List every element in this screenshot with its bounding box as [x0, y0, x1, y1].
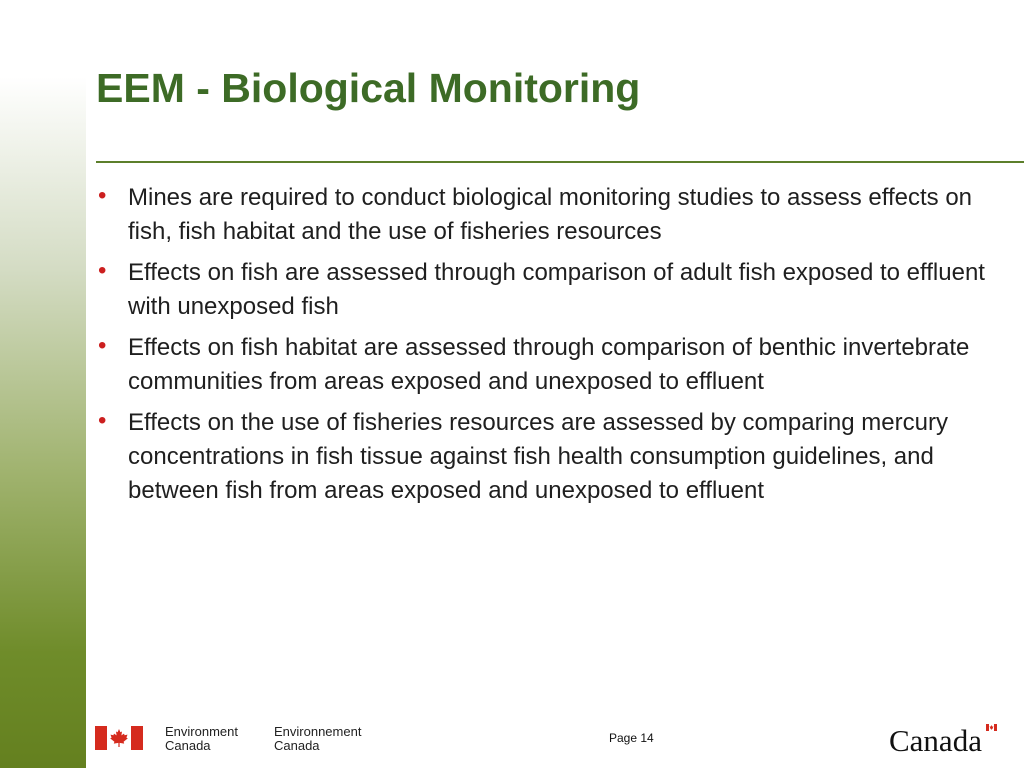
canada-wordmark-logo	[888, 721, 1000, 757]
bullet-item	[96, 331, 996, 399]
bullet-text: Effects on fish habitat are assessed through comparison of benthic invertebrate communities from areas exposed and unexposed to effluent	[128, 334, 970, 395]
bullet-item	[96, 406, 996, 508]
bullet-text: Mines are required to conduct biological monitoring studies to assess effects on fish, fish habitat and the use of fisheries resources	[128, 184, 973, 245]
title-divider	[96, 161, 1024, 163]
bullet-list	[96, 181, 996, 515]
dept-en-line1: Environment	[165, 724, 238, 739]
dept-fr-line1: Environnement	[274, 724, 362, 739]
canada-flag-icon	[95, 726, 143, 750]
flag-red-bar-left	[95, 726, 107, 750]
bullet-item	[96, 256, 996, 324]
bullet-text: Effects on the use of fisheries resources are assessed by comparing mercury concentrations in fish tissue against fish health consumption guidelines, and between fish from areas exposed and unexposed to effluent	[128, 409, 948, 504]
dept-en-line2: Canada	[165, 738, 211, 753]
dept-fr-line2: Canada	[274, 738, 320, 753]
bullet-marker: •	[98, 257, 107, 284]
slide-title: EEM - Biological Monitoring	[96, 65, 641, 111]
svg-text:Canada: Canada	[889, 723, 982, 757]
department-name-french	[274, 725, 361, 753]
department-name-english	[165, 725, 238, 753]
bullet-marker: •	[98, 332, 107, 359]
flag-red-bar-right	[131, 726, 143, 750]
flag-white-center	[107, 726, 131, 750]
bullet-item	[96, 181, 996, 249]
bullet-text: Effects on fish are assessed through comparison of adult fish exposed to effluent with unexposed fish	[128, 259, 985, 320]
bullet-marker: •	[98, 407, 107, 434]
bullet-marker: •	[98, 182, 107, 209]
page-number: Page 14	[609, 731, 654, 745]
maple-leaf-icon	[109, 728, 129, 748]
side-gradient-bar	[0, 0, 86, 768]
